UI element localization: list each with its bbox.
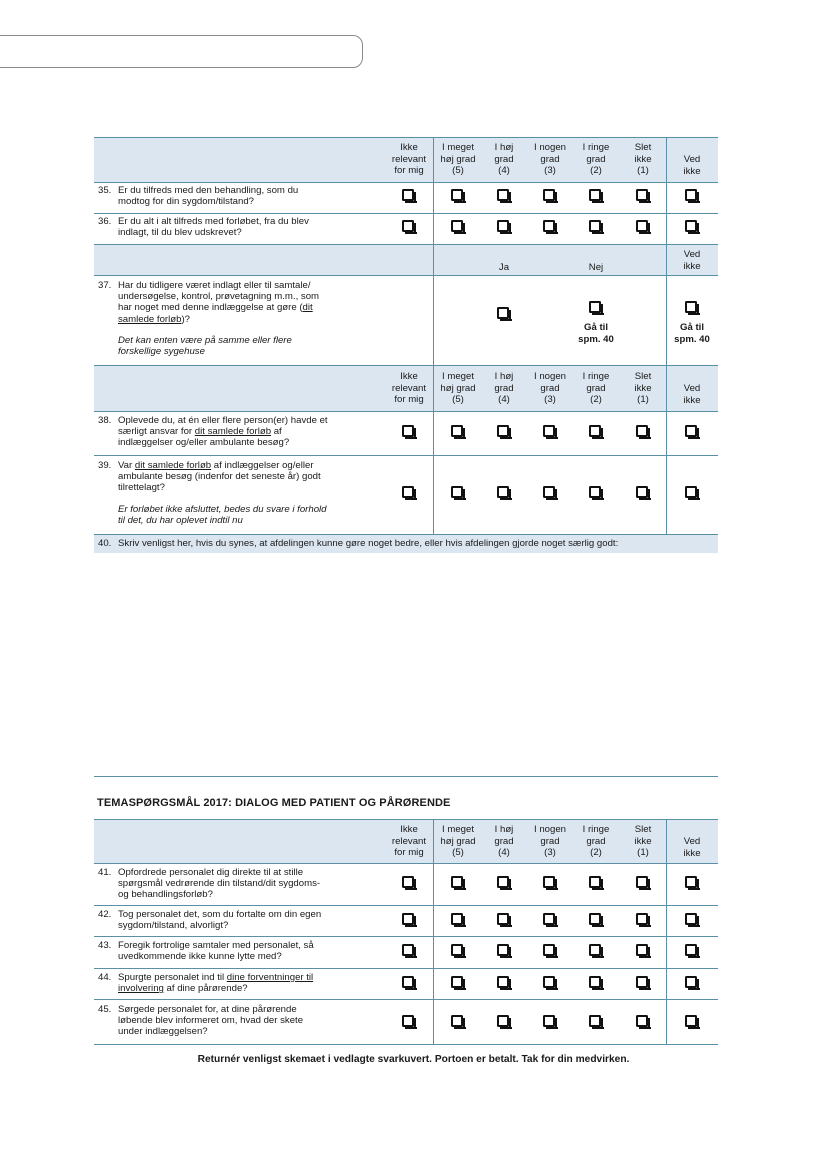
col-header-slet-ikke: Slet ikke (1) [634, 142, 652, 176]
q41-checkbox-5[interactable] [451, 876, 463, 888]
questionnaire-table-1: Ikke relevant for mig I meget høj grad (5) I høj grad (4) I nogen grad (3) I ringe grad (2) Slet ikke (1) Ved ikke 35. Er du tilfreds med den behandling, som du modtog for din sygdom/tilstand? 36. Er du alt i alt tilfreds med forløbet, fra du blev indlagt, til du blev udskrevet? Ja Nej Ved ikke 37. Har du tidligere været indlagt eller til samtale/ undersøgelse, kontrol, prøvetagning m.m., som har noget med denne indlæggelse at gøre (dit samlede forløb)? Det kan enten være på samme eller flere forskellige sygehuse Gå til spm. 40 Gå til spm. 40 Ikke relevant for mig I meget høj grad (5) I høj grad (4) I nogen grad (3) I ringe grad (2) Slet ikke (1) Ved ikke 38. Oplevede du, at én eller flere person(er) havde et særligt ansvar for dit samlede forløb af indlæggelser og/eller ambulante besøg? 39. Var dit samlede forløb af indlæggelser og/eller ambulante besøg (indenfor det seneste år) godt tilrettelagt? Er forløbet ikke afsluttet, bedes du svare i forhold til det, du har oplevet indtil nu 40. Skriv venligst her, hvis du synes, at afdelingen kunne gøre noget bedre, eller hvis afdelingen gjorde noget særlig godt: [94, 137, 718, 553]
q41-checkbox-2[interactable] [589, 876, 601, 888]
q35-checkbox-1[interactable] [636, 189, 648, 201]
col-header-ved-ikke-3: Ved ikke [683, 383, 701, 406]
yes-no-header-row [94, 245, 718, 275]
q38-checkbox-5[interactable] [451, 425, 463, 437]
question-35-text: Er du tilfreds med den behandling, som du modtog for din sygdom/tilstand? [118, 185, 299, 208]
col-header-ja: Ja [498, 262, 510, 273]
q39-checkbox-3[interactable] [543, 486, 555, 498]
q38-checkbox-3[interactable] [543, 425, 555, 437]
q45-checkbox-ved-ikke[interactable] [685, 1015, 697, 1027]
question-40-text: Skriv venligst her, hvis du synes, at afdelingen kunne gøre noget bedre, eller hvis afdelingen gjorde noget særlig godt: [118, 538, 619, 549]
col-header-hoj-grad-3: I høj grad (4) [494, 824, 514, 858]
col-header-ved-ikke-2: Ved ikke [683, 249, 701, 272]
q37-checkbox-ved-ikke[interactable] [685, 301, 697, 313]
col-header-ringe-grad-3: I ringe grad (2) [582, 824, 610, 858]
question-39-number: 39. [98, 460, 112, 471]
question-36-text: Er du alt i alt tilfreds med forløbet, fra du blev indlagt, til du blev udskrevet? [118, 216, 309, 239]
q43-checkbox-5[interactable] [451, 944, 463, 956]
q42-checkbox-5[interactable] [451, 913, 463, 925]
q42-checkbox-2[interactable] [589, 913, 601, 925]
col-header-hoj-grad-2: I høj grad (4) [494, 371, 514, 405]
q42-checkbox-ved-ikke[interactable] [685, 913, 697, 925]
return-instruction-footer: Returnér venligst skemaet i vedlagte svarkuvert. Portoen er betalt. Tak for din medvirken. [197, 1054, 630, 1065]
question-38-number: 38. [98, 415, 112, 426]
q44-checkbox-ved-ikke[interactable] [685, 976, 697, 988]
q39-checkbox-1[interactable] [636, 486, 648, 498]
question-45-number: 45. [98, 1004, 112, 1015]
col-header-ikke-relevant: Ikke relevant for mig [391, 142, 427, 176]
question-36-number: 36. [98, 216, 112, 227]
section-divider [94, 776, 718, 777]
q44-checkbox-5[interactable] [451, 976, 463, 988]
q41-checkbox-ikke-relevant[interactable] [402, 876, 414, 888]
q43-checkbox-2[interactable] [589, 944, 601, 956]
q41-checkbox-1[interactable] [636, 876, 648, 888]
q41-checkbox-3[interactable] [543, 876, 555, 888]
q38-checkbox-2[interactable] [589, 425, 601, 437]
q45-checkbox-4[interactable] [497, 1015, 509, 1027]
q35-checkbox-ved-ikke[interactable] [685, 189, 697, 201]
col-header-hoj-grad: I høj grad (4) [494, 142, 514, 176]
q41-checkbox-ved-ikke[interactable] [685, 876, 697, 888]
col-header-meget-hoj-grad-2: I meget høj grad (5) [440, 371, 476, 405]
q37-ved-ikke-skip-instruction: Gå til spm. 40 [674, 322, 710, 345]
col-header-ved-ikke-4: Ved ikke [683, 836, 701, 859]
name-field-frame [0, 35, 363, 68]
q39-checkbox-2[interactable] [589, 486, 601, 498]
q36-checkbox-5[interactable] [451, 220, 463, 232]
q39-checkbox-ved-ikke[interactable] [685, 486, 697, 498]
q35-checkbox-5[interactable] [451, 189, 463, 201]
col-header-ringe-grad-2: I ringe grad (2) [582, 371, 610, 405]
q42-checkbox-3[interactable] [543, 913, 555, 925]
q45-checkbox-2[interactable] [589, 1015, 601, 1027]
col-header-slet-ikke-3: Slet ikke (1) [634, 824, 652, 858]
q42-checkbox-ikke-relevant[interactable] [402, 913, 414, 925]
q45-checkbox-ikke-relevant[interactable] [402, 1015, 414, 1027]
q35-checkbox-3[interactable] [543, 189, 555, 201]
question-42-text: Tog personalet det, som du fortalte om din egen sygdom/tilstand, alvorligt? [118, 909, 322, 932]
q38-checkbox-4[interactable] [497, 425, 509, 437]
q45-checkbox-3[interactable] [543, 1015, 555, 1027]
q37-checkbox-ja[interactable] [497, 307, 509, 319]
q43-checkbox-4[interactable] [497, 944, 509, 956]
col-header-nogen-grad-2: I nogen grad (3) [533, 371, 566, 405]
q35-checkbox-4[interactable] [497, 189, 509, 201]
q36-checkbox-ikke-relevant[interactable] [402, 220, 414, 232]
question-41-number: 41. [98, 867, 112, 878]
q36-checkbox-2[interactable] [589, 220, 601, 232]
q44-checkbox-4[interactable] [497, 976, 509, 988]
q38-checkbox-ikke-relevant[interactable] [402, 425, 414, 437]
q44-checkbox-2[interactable] [589, 976, 601, 988]
question-43-number: 43. [98, 940, 112, 951]
question-44-text: Spurgte personalet ind til dine forventninger til involvering af dine pårørende? [118, 972, 314, 995]
col-header-nogen-grad: I nogen grad (3) [533, 142, 566, 176]
question-44-number: 44. [98, 972, 112, 983]
q43-checkbox-ved-ikke[interactable] [685, 944, 697, 956]
question-40-number: 40. [98, 538, 112, 549]
q45-checkbox-5[interactable] [451, 1015, 463, 1027]
question-37-text: Har du tidligere været indlagt eller til samtale/ undersøgelse, kontrol, prøvetagning m.m., som har noget med denne indlæggelse at gøre (dit samlede forløb)? Det kan enten være på samme eller flere forskellige sygehuse [118, 280, 320, 358]
q45-checkbox-1[interactable] [636, 1015, 648, 1027]
q36-checkbox-4[interactable] [497, 220, 509, 232]
q38-checkbox-ved-ikke[interactable] [685, 425, 697, 437]
col-header-meget-hoj-grad-3: I meget høj grad (5) [440, 824, 476, 858]
question-45-text: Sørgede personalet for, at dine pårørende løbende blev informeret om, hvad der skete under indlæggelsen? [118, 1004, 304, 1038]
q36-checkbox-1[interactable] [636, 220, 648, 232]
question-39-text: Var dit samlede forløb af indlæggelser og/eller ambulante besøg (indenfor det seneste år) godt tilrettelagt? Er forløbet ikke afsluttet, bedes du svare i forhold til det, du har oplevet indtil nu [118, 460, 327, 526]
col-header-meget-hoj-grad: I meget høj grad (5) [440, 142, 476, 176]
q43-checkbox-ikke-relevant[interactable] [402, 944, 414, 956]
q35-checkbox-2[interactable] [589, 189, 601, 201]
col-header-ikke-relevant-2: Ikke relevant for mig [391, 371, 427, 405]
col-header-ringe-grad: I ringe grad (2) [582, 142, 610, 176]
q39-checkbox-5[interactable] [451, 486, 463, 498]
question-43-text: Foregik fortrolige samtaler med personalet, så uvedkommende ikke kunne lytte med? [118, 940, 314, 963]
questionnaire-table-2 [94, 819, 718, 1045]
q44-checkbox-3[interactable] [543, 976, 555, 988]
q39-checkbox-4[interactable] [497, 486, 509, 498]
col-header-nej: Nej [588, 262, 604, 273]
q36-checkbox-ved-ikke[interactable] [685, 220, 697, 232]
q38-checkbox-1[interactable] [636, 425, 648, 437]
q39-checkbox-ikke-relevant[interactable] [402, 486, 414, 498]
section-2-title: TEMASPØRGSMÅL 2017: DIALOG MED PATIENT OG PÅRØRENDE [97, 797, 451, 809]
q37-checkbox-nej[interactable] [589, 301, 601, 313]
question-41-text: Opfordrede personalet dig direkte til at stille spørgsmål vedrørende din tilstand/dit sygdoms- og behandlingsforløb? [118, 867, 321, 901]
question-40-answer-area[interactable] [94, 555, 718, 773]
q43-checkbox-1[interactable] [636, 944, 648, 956]
col-header-ikke-relevant-3: Ikke relevant for mig [391, 824, 427, 858]
q41-checkbox-4[interactable] [497, 876, 509, 888]
question-37-number: 37. [98, 280, 112, 291]
q44-checkbox-1[interactable] [636, 976, 648, 988]
q44-checkbox-ikke-relevant[interactable] [402, 976, 414, 988]
question-38-text: Oplevede du, at én eller flere person(er) havde et særligt ansvar for dit samlede forløb af indlæggelser og/eller ambulante besøg? [118, 415, 328, 449]
q43-checkbox-3[interactable] [543, 944, 555, 956]
q36-checkbox-3[interactable] [543, 220, 555, 232]
col-header-slet-ikke-2: Slet ikke (1) [634, 371, 652, 405]
q35-checkbox-ikke-relevant[interactable] [402, 189, 414, 201]
q37-nej-skip-instruction: Gå til spm. 40 [578, 322, 614, 345]
col-header-ved-ikke: Ved ikke [683, 154, 701, 177]
col-header-nogen-grad-3: I nogen grad (3) [533, 824, 566, 858]
q42-checkbox-4[interactable] [497, 913, 509, 925]
q42-checkbox-1[interactable] [636, 913, 648, 925]
question-42-number: 42. [98, 909, 112, 920]
